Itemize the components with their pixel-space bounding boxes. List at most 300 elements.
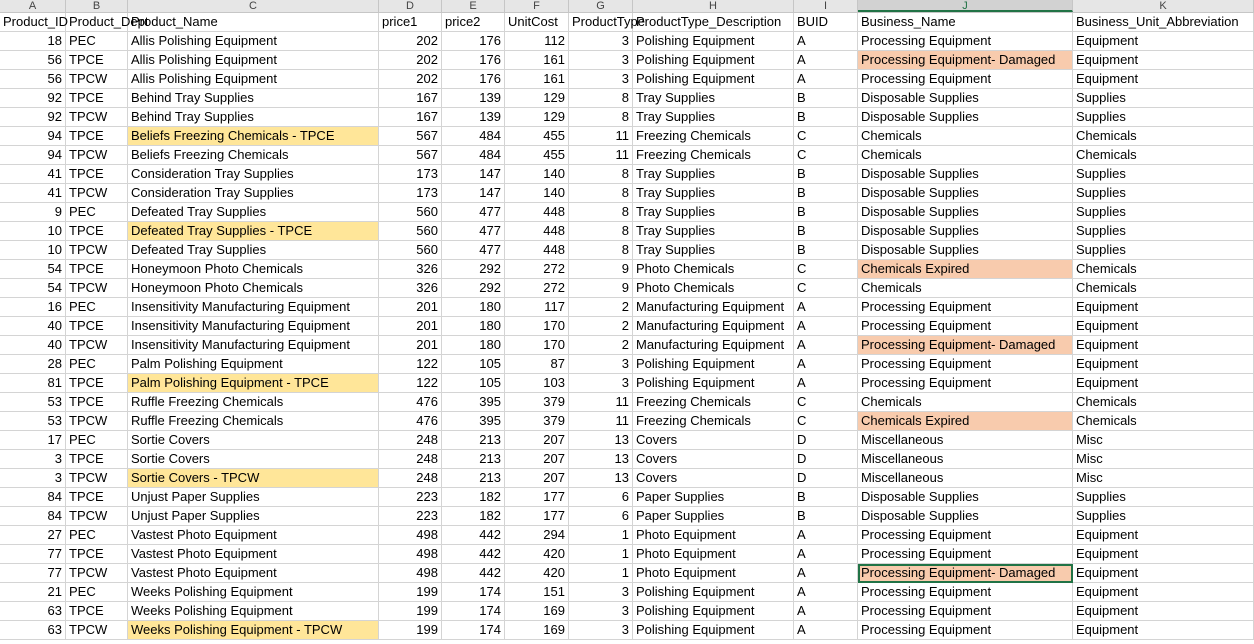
cell-business-unit-abbreviation[interactable]: Supplies bbox=[1073, 165, 1254, 184]
cell-product-name[interactable]: Weeks Polishing Equipment bbox=[128, 583, 379, 602]
cell-price1[interactable]: 167 bbox=[379, 108, 442, 127]
cell-price1[interactable]: 560 bbox=[379, 241, 442, 260]
cell-unit-cost[interactable]: 420 bbox=[505, 545, 569, 564]
cell-product-type[interactable]: 3 bbox=[569, 70, 633, 89]
cell-product-type[interactable]: 6 bbox=[569, 507, 633, 526]
cell-buid[interactable]: B bbox=[794, 165, 858, 184]
cell-product-id[interactable]: 10 bbox=[0, 222, 66, 241]
cell-unit-cost[interactable]: 379 bbox=[505, 393, 569, 412]
cell-price1[interactable]: 199 bbox=[379, 602, 442, 621]
cell-product-name[interactable]: Consideration Tray Supplies bbox=[128, 165, 379, 184]
cell-product-type[interactable]: 3 bbox=[569, 602, 633, 621]
cell-product-id[interactable]: 92 bbox=[0, 108, 66, 127]
column-letter-a[interactable]: A bbox=[0, 0, 66, 12]
cell-product-dept[interactable]: TPCE bbox=[66, 51, 128, 70]
column-letter-b[interactable]: B bbox=[66, 0, 128, 12]
cell-price2[interactable]: 147 bbox=[442, 165, 505, 184]
cell-product-type-description[interactable]: Freezing Chemicals bbox=[633, 146, 794, 165]
cell-price1[interactable]: 476 bbox=[379, 393, 442, 412]
cell-price1[interactable]: 326 bbox=[379, 260, 442, 279]
cell-product-type-description[interactable]: Polishing Equipment bbox=[633, 583, 794, 602]
cell-business-name[interactable]: Processing Equipment bbox=[858, 621, 1073, 640]
cell-business-name[interactable]: Disposable Supplies bbox=[858, 203, 1073, 222]
cell-price1[interactable]: 223 bbox=[379, 507, 442, 526]
cell-business-name[interactable]: Chemicals Expired bbox=[858, 412, 1073, 431]
cell-product-dept[interactable]: TPCE bbox=[66, 317, 128, 336]
cell-product-type-description[interactable]: Polishing Equipment bbox=[633, 355, 794, 374]
cell-product-dept[interactable]: TPCE bbox=[66, 260, 128, 279]
cell-buid[interactable]: B bbox=[794, 108, 858, 127]
cell-product-type-description[interactable]: Covers bbox=[633, 469, 794, 488]
cell-product-type-description[interactable]: Polishing Equipment bbox=[633, 621, 794, 640]
cell-business-unit-abbreviation[interactable]: Supplies bbox=[1073, 507, 1254, 526]
cell-product-type[interactable]: 8 bbox=[569, 108, 633, 127]
cell-product-dept[interactable]: TPCE bbox=[66, 393, 128, 412]
cell-buid[interactable]: C bbox=[794, 393, 858, 412]
cell-price2[interactable]: 147 bbox=[442, 184, 505, 203]
cell-product-type[interactable]: 11 bbox=[569, 412, 633, 431]
cell-unit-cost[interactable]: 161 bbox=[505, 70, 569, 89]
cell-product-id[interactable]: 28 bbox=[0, 355, 66, 374]
cell-product-dept[interactable]: PEC bbox=[66, 32, 128, 51]
cell-business-unit-abbreviation[interactable]: Chemicals bbox=[1073, 127, 1254, 146]
cell-business-unit-abbreviation[interactable]: Equipment bbox=[1073, 602, 1254, 621]
cell-unit-cost[interactable]: 379 bbox=[505, 412, 569, 431]
cell-product-name[interactable]: Allis Polishing Equipment bbox=[128, 70, 379, 89]
cell-unit-cost[interactable]: 455 bbox=[505, 146, 569, 165]
cell-product-name[interactable]: Defeated Tray Supplies bbox=[128, 241, 379, 260]
column-letter-k[interactable]: K bbox=[1073, 0, 1254, 12]
cell-business-unit-abbreviation[interactable]: Misc bbox=[1073, 469, 1254, 488]
cell-buid[interactable]: C bbox=[794, 146, 858, 165]
cell-product-id[interactable]: 21 bbox=[0, 583, 66, 602]
cell-product-type[interactable]: 3 bbox=[569, 355, 633, 374]
cell-price1[interactable]: 326 bbox=[379, 279, 442, 298]
cell-product-type-description[interactable]: Manufacturing Equipment bbox=[633, 298, 794, 317]
cell-product-type[interactable]: 8 bbox=[569, 203, 633, 222]
cell-product-type[interactable]: 3 bbox=[569, 583, 633, 602]
cell-product-type-description[interactable]: Tray Supplies bbox=[633, 108, 794, 127]
cell-product-id[interactable]: 17 bbox=[0, 431, 66, 450]
cell-buid[interactable]: A bbox=[794, 298, 858, 317]
cell-price2[interactable]: 213 bbox=[442, 450, 505, 469]
cell-product-dept[interactable]: TPCW bbox=[66, 507, 128, 526]
cell-buid[interactable]: B bbox=[794, 488, 858, 507]
cell-product-id[interactable]: 40 bbox=[0, 336, 66, 355]
cell-business-unit-abbreviation[interactable]: Supplies bbox=[1073, 488, 1254, 507]
cell-buid[interactable]: C bbox=[794, 260, 858, 279]
header-cell-buid[interactable]: BUID bbox=[794, 13, 858, 32]
cell-product-name[interactable]: Sortie Covers bbox=[128, 431, 379, 450]
cell-product-id[interactable]: 77 bbox=[0, 545, 66, 564]
cell-price1[interactable]: 173 bbox=[379, 184, 442, 203]
cell-product-type-description[interactable]: Freezing Chemicals bbox=[633, 127, 794, 146]
cell-product-type[interactable]: 8 bbox=[569, 222, 633, 241]
cell-product-dept[interactable]: TPCW bbox=[66, 146, 128, 165]
cell-product-name[interactable]: Vastest Photo Equipment bbox=[128, 526, 379, 545]
cell-business-unit-abbreviation[interactable]: Equipment bbox=[1073, 51, 1254, 70]
cell-product-type[interactable]: 8 bbox=[569, 241, 633, 260]
cell-business-unit-abbreviation[interactable]: Supplies bbox=[1073, 203, 1254, 222]
cell-price1[interactable]: 248 bbox=[379, 469, 442, 488]
cell-product-name[interactable]: Insensitivity Manufacturing Equipment bbox=[128, 336, 379, 355]
cell-business-name[interactable]: Processing Equipment- Damaged bbox=[858, 51, 1073, 70]
cell-product-type-description[interactable]: Photo Equipment bbox=[633, 545, 794, 564]
cell-unit-cost[interactable]: 170 bbox=[505, 317, 569, 336]
cell-buid[interactable]: A bbox=[794, 564, 858, 583]
cell-product-type-description[interactable]: Tray Supplies bbox=[633, 203, 794, 222]
cell-buid[interactable]: A bbox=[794, 70, 858, 89]
cell-product-name[interactable]: Defeated Tray Supplies bbox=[128, 203, 379, 222]
cell-product-id[interactable]: 3 bbox=[0, 450, 66, 469]
cell-buid[interactable]: A bbox=[794, 602, 858, 621]
header-cell-unit-cost[interactable]: UnitCost bbox=[505, 13, 569, 32]
cell-business-name[interactable]: Processing Equipment bbox=[858, 602, 1073, 621]
cell-business-name[interactable]: Disposable Supplies bbox=[858, 108, 1073, 127]
column-letter-c[interactable]: C bbox=[128, 0, 379, 12]
cell-buid[interactable]: A bbox=[794, 374, 858, 393]
cell-product-id[interactable]: 56 bbox=[0, 70, 66, 89]
cell-product-name[interactable]: Insensitivity Manufacturing Equipment bbox=[128, 317, 379, 336]
cell-buid[interactable]: B bbox=[794, 203, 858, 222]
cell-buid[interactable]: B bbox=[794, 222, 858, 241]
cell-unit-cost[interactable]: 151 bbox=[505, 583, 569, 602]
cell-product-type-description[interactable]: Paper Supplies bbox=[633, 507, 794, 526]
cell-product-name[interactable]: Allis Polishing Equipment bbox=[128, 51, 379, 70]
cell-product-name[interactable]: Honeymoon Photo Chemicals bbox=[128, 279, 379, 298]
cell-unit-cost[interactable]: 448 bbox=[505, 222, 569, 241]
cell-product-name[interactable]: Sortie Covers - TPCW bbox=[128, 469, 379, 488]
cell-price1[interactable]: 248 bbox=[379, 450, 442, 469]
cell-buid[interactable]: A bbox=[794, 32, 858, 51]
cell-business-unit-abbreviation[interactable]: Supplies bbox=[1073, 184, 1254, 203]
cell-price2[interactable]: 180 bbox=[442, 298, 505, 317]
cell-buid[interactable]: B bbox=[794, 89, 858, 108]
cell-product-dept[interactable]: TPCE bbox=[66, 545, 128, 564]
cell-product-name[interactable]: Vastest Photo Equipment bbox=[128, 545, 379, 564]
cell-product-dept[interactable]: PEC bbox=[66, 355, 128, 374]
cell-product-id[interactable]: 77 bbox=[0, 564, 66, 583]
cell-price2[interactable]: 176 bbox=[442, 70, 505, 89]
cell-price1[interactable]: 498 bbox=[379, 564, 442, 583]
cell-product-dept[interactable]: TPCE bbox=[66, 602, 128, 621]
cell-product-id[interactable]: 53 bbox=[0, 393, 66, 412]
cell-product-dept[interactable]: TPCW bbox=[66, 184, 128, 203]
cell-buid[interactable]: D bbox=[794, 431, 858, 450]
cell-price2[interactable]: 180 bbox=[442, 336, 505, 355]
cell-price2[interactable]: 182 bbox=[442, 507, 505, 526]
cell-product-name[interactable]: Sortie Covers bbox=[128, 450, 379, 469]
cell-business-name[interactable]: Disposable Supplies bbox=[858, 184, 1073, 203]
cell-buid[interactable]: A bbox=[794, 51, 858, 70]
cell-business-unit-abbreviation[interactable]: Supplies bbox=[1073, 241, 1254, 260]
cell-product-type[interactable]: 8 bbox=[569, 89, 633, 108]
cell-price1[interactable]: 122 bbox=[379, 355, 442, 374]
cell-business-name[interactable]: Processing Equipment bbox=[858, 545, 1073, 564]
cell-product-dept[interactable]: TPCE bbox=[66, 222, 128, 241]
cell-unit-cost[interactable]: 207 bbox=[505, 469, 569, 488]
cell-business-name[interactable]: Disposable Supplies bbox=[858, 507, 1073, 526]
cell-product-dept[interactable]: PEC bbox=[66, 203, 128, 222]
cell-product-dept[interactable]: TPCW bbox=[66, 279, 128, 298]
cell-product-dept[interactable]: TPCE bbox=[66, 89, 128, 108]
cell-product-type-description[interactable]: Freezing Chemicals bbox=[633, 393, 794, 412]
cell-price1[interactable]: 476 bbox=[379, 412, 442, 431]
cell-product-id[interactable]: 94 bbox=[0, 146, 66, 165]
cell-unit-cost[interactable]: 129 bbox=[505, 108, 569, 127]
cell-business-unit-abbreviation[interactable]: Equipment bbox=[1073, 583, 1254, 602]
cell-price2[interactable]: 292 bbox=[442, 279, 505, 298]
cell-price2[interactable]: 477 bbox=[442, 203, 505, 222]
cell-unit-cost[interactable]: 87 bbox=[505, 355, 569, 374]
cell-product-name[interactable]: Unjust Paper Supplies bbox=[128, 507, 379, 526]
cell-unit-cost[interactable]: 207 bbox=[505, 450, 569, 469]
cell-business-unit-abbreviation[interactable]: Equipment bbox=[1073, 317, 1254, 336]
cell-price2[interactable]: 442 bbox=[442, 545, 505, 564]
header-cell-product-id[interactable]: Product_ID bbox=[0, 13, 66, 32]
cell-price2[interactable]: 477 bbox=[442, 222, 505, 241]
cell-product-id[interactable]: 27 bbox=[0, 526, 66, 545]
cell-product-type[interactable]: 3 bbox=[569, 374, 633, 393]
cell-price2[interactable]: 174 bbox=[442, 602, 505, 621]
cell-price1[interactable]: 201 bbox=[379, 298, 442, 317]
cell-product-id[interactable]: 54 bbox=[0, 260, 66, 279]
cell-unit-cost[interactable]: 177 bbox=[505, 507, 569, 526]
cell-product-type-description[interactable]: Tray Supplies bbox=[633, 184, 794, 203]
cell-unit-cost[interactable]: 140 bbox=[505, 165, 569, 184]
cell-product-id[interactable]: 10 bbox=[0, 241, 66, 260]
cell-business-name[interactable]: Chemicals bbox=[858, 279, 1073, 298]
cell-unit-cost[interactable]: 272 bbox=[505, 279, 569, 298]
cell-buid[interactable]: A bbox=[794, 621, 858, 640]
cell-price1[interactable]: 201 bbox=[379, 336, 442, 355]
cell-price1[interactable]: 560 bbox=[379, 203, 442, 222]
cell-product-type-description[interactable]: Covers bbox=[633, 450, 794, 469]
cell-buid[interactable]: A bbox=[794, 355, 858, 374]
cell-product-dept[interactable]: TPCW bbox=[66, 621, 128, 640]
cell-product-type-description[interactable]: Manufacturing Equipment bbox=[633, 336, 794, 355]
cell-product-id[interactable]: 41 bbox=[0, 184, 66, 203]
cell-unit-cost[interactable]: 103 bbox=[505, 374, 569, 393]
cell-price2[interactable]: 442 bbox=[442, 564, 505, 583]
cell-business-name[interactable]: Processing Equipment bbox=[858, 355, 1073, 374]
cell-business-name[interactable]: Chemicals Expired bbox=[858, 260, 1073, 279]
cell-product-type-description[interactable]: Photo Chemicals bbox=[633, 279, 794, 298]
cell-product-dept[interactable]: TPCW bbox=[66, 412, 128, 431]
cell-product-name[interactable]: Allis Polishing Equipment bbox=[128, 32, 379, 51]
cell-price1[interactable]: 560 bbox=[379, 222, 442, 241]
cell-unit-cost[interactable]: 169 bbox=[505, 621, 569, 640]
cell-buid[interactable]: D bbox=[794, 450, 858, 469]
cell-price1[interactable]: 199 bbox=[379, 583, 442, 602]
cell-product-name[interactable]: Behind Tray Supplies bbox=[128, 108, 379, 127]
cell-unit-cost[interactable]: 455 bbox=[505, 127, 569, 146]
header-cell-price2[interactable]: price2 bbox=[442, 13, 505, 32]
cell-product-id[interactable]: 56 bbox=[0, 51, 66, 70]
cell-business-name[interactable]: Chemicals bbox=[858, 393, 1073, 412]
cell-business-unit-abbreviation[interactable]: Equipment bbox=[1073, 336, 1254, 355]
cell-product-type-description[interactable]: Tray Supplies bbox=[633, 222, 794, 241]
cell-product-dept[interactable]: TPCE bbox=[66, 488, 128, 507]
column-letter-h[interactable]: H bbox=[633, 0, 794, 12]
cell-product-dept[interactable]: PEC bbox=[66, 298, 128, 317]
header-cell-business-unit-abbreviation[interactable]: Business_Unit_Abbreviation bbox=[1073, 13, 1254, 32]
cell-price2[interactable]: 176 bbox=[442, 32, 505, 51]
cell-buid[interactable]: A bbox=[794, 526, 858, 545]
cell-business-name[interactable]: Processing Equipment- Damaged bbox=[858, 336, 1073, 355]
cell-business-name[interactable]: Chemicals bbox=[858, 146, 1073, 165]
cell-buid[interactable]: A bbox=[794, 545, 858, 564]
cell-business-unit-abbreviation[interactable]: Supplies bbox=[1073, 222, 1254, 241]
cell-business-unit-abbreviation[interactable]: Chemicals bbox=[1073, 412, 1254, 431]
cell-buid[interactable]: A bbox=[794, 583, 858, 602]
cell-product-type-description[interactable]: Polishing Equipment bbox=[633, 51, 794, 70]
cell-product-name[interactable]: Vastest Photo Equipment bbox=[128, 564, 379, 583]
cell-product-name[interactable]: Beliefs Freezing Chemicals bbox=[128, 146, 379, 165]
cell-price2[interactable]: 182 bbox=[442, 488, 505, 507]
cell-price1[interactable]: 202 bbox=[379, 32, 442, 51]
cell-product-type[interactable]: 3 bbox=[569, 621, 633, 640]
cell-unit-cost[interactable]: 129 bbox=[505, 89, 569, 108]
cell-business-unit-abbreviation[interactable]: Chemicals bbox=[1073, 393, 1254, 412]
cell-product-name[interactable]: Unjust Paper Supplies bbox=[128, 488, 379, 507]
cell-price1[interactable]: 567 bbox=[379, 127, 442, 146]
cell-product-name[interactable]: Insensitivity Manufacturing Equipment bbox=[128, 298, 379, 317]
cell-product-type[interactable]: 9 bbox=[569, 260, 633, 279]
cell-product-type-description[interactable]: Manufacturing Equipment bbox=[633, 317, 794, 336]
cell-business-name[interactable]: Processing Equipment bbox=[858, 374, 1073, 393]
column-letter-e[interactable]: E bbox=[442, 0, 505, 12]
cell-price2[interactable]: 484 bbox=[442, 127, 505, 146]
cell-price1[interactable]: 122 bbox=[379, 374, 442, 393]
cell-product-type[interactable]: 2 bbox=[569, 298, 633, 317]
cell-business-unit-abbreviation[interactable]: Equipment bbox=[1073, 32, 1254, 51]
cell-price1[interactable]: 248 bbox=[379, 431, 442, 450]
cell-business-name[interactable]: Miscellaneous bbox=[858, 450, 1073, 469]
cell-product-dept[interactable]: TPCE bbox=[66, 374, 128, 393]
cell-buid[interactable]: B bbox=[794, 241, 858, 260]
cell-business-unit-abbreviation[interactable]: Chemicals bbox=[1073, 260, 1254, 279]
cell-buid[interactable]: B bbox=[794, 184, 858, 203]
cell-product-type[interactable]: 1 bbox=[569, 564, 633, 583]
cell-business-name[interactable]: Processing Equipment bbox=[858, 526, 1073, 545]
cell-price2[interactable]: 213 bbox=[442, 469, 505, 488]
cell-product-id[interactable]: 92 bbox=[0, 89, 66, 108]
cell-business-unit-abbreviation[interactable]: Equipment bbox=[1073, 355, 1254, 374]
cell-product-id[interactable]: 53 bbox=[0, 412, 66, 431]
cell-product-dept[interactable]: PEC bbox=[66, 431, 128, 450]
cell-product-dept[interactable]: TPCW bbox=[66, 108, 128, 127]
cell-unit-cost[interactable]: 112 bbox=[505, 32, 569, 51]
column-letter-i[interactable]: I bbox=[794, 0, 858, 12]
cell-business-name[interactable]: Processing Equipment bbox=[858, 583, 1073, 602]
cell-product-id[interactable]: 63 bbox=[0, 621, 66, 640]
cell-product-name[interactable]: Beliefs Freezing Chemicals - TPCE bbox=[128, 127, 379, 146]
cell-product-type[interactable]: 3 bbox=[569, 51, 633, 70]
cell-product-type-description[interactable]: Tray Supplies bbox=[633, 241, 794, 260]
cell-product-type-description[interactable]: Polishing Equipment bbox=[633, 602, 794, 621]
cell-product-type-description[interactable]: Tray Supplies bbox=[633, 89, 794, 108]
cell-price1[interactable]: 567 bbox=[379, 146, 442, 165]
cell-price2[interactable]: 484 bbox=[442, 146, 505, 165]
cell-product-type-description[interactable]: Freezing Chemicals bbox=[633, 412, 794, 431]
cell-unit-cost[interactable]: 140 bbox=[505, 184, 569, 203]
cell-business-unit-abbreviation[interactable]: Equipment bbox=[1073, 526, 1254, 545]
cell-product-dept[interactable]: TPCW bbox=[66, 70, 128, 89]
cell-product-id[interactable]: 84 bbox=[0, 507, 66, 526]
cell-price1[interactable]: 202 bbox=[379, 51, 442, 70]
cell-business-unit-abbreviation[interactable]: Equipment bbox=[1073, 545, 1254, 564]
cell-buid[interactable]: D bbox=[794, 469, 858, 488]
cell-business-name[interactable]: Disposable Supplies bbox=[858, 165, 1073, 184]
cell-product-dept[interactable]: TPCW bbox=[66, 336, 128, 355]
cell-price1[interactable]: 223 bbox=[379, 488, 442, 507]
cell-price2[interactable]: 174 bbox=[442, 583, 505, 602]
cell-product-id[interactable]: 40 bbox=[0, 317, 66, 336]
cell-unit-cost[interactable]: 294 bbox=[505, 526, 569, 545]
cell-unit-cost[interactable]: 272 bbox=[505, 260, 569, 279]
cell-product-type[interactable]: 8 bbox=[569, 184, 633, 203]
cell-unit-cost[interactable]: 207 bbox=[505, 431, 569, 450]
cell-business-name[interactable]: Disposable Supplies bbox=[858, 241, 1073, 260]
cell-business-name[interactable]: Processing Equipment bbox=[858, 32, 1073, 51]
cell-unit-cost[interactable]: 448 bbox=[505, 203, 569, 222]
cell-product-type-description[interactable]: Photo Equipment bbox=[633, 526, 794, 545]
cell-product-name[interactable]: Palm Polishing Equipment - TPCE bbox=[128, 374, 379, 393]
cell-buid[interactable]: A bbox=[794, 336, 858, 355]
cell-product-dept[interactable]: TPCE bbox=[66, 450, 128, 469]
cell-buid[interactable]: C bbox=[794, 279, 858, 298]
cell-product-id[interactable]: 54 bbox=[0, 279, 66, 298]
cell-price2[interactable]: 105 bbox=[442, 374, 505, 393]
cell-product-id[interactable]: 81 bbox=[0, 374, 66, 393]
cell-buid[interactable]: B bbox=[794, 507, 858, 526]
cell-business-unit-abbreviation[interactable]: Supplies bbox=[1073, 108, 1254, 127]
cell-product-type[interactable]: 8 bbox=[569, 165, 633, 184]
cell-product-type[interactable]: 6 bbox=[569, 488, 633, 507]
cell-business-name[interactable]: Processing Equipment bbox=[858, 317, 1073, 336]
cell-business-name[interactable]: Miscellaneous bbox=[858, 431, 1073, 450]
cell-product-id[interactable]: 94 bbox=[0, 127, 66, 146]
cell-product-name[interactable]: Weeks Polishing Equipment - TPCW bbox=[128, 621, 379, 640]
cell-business-unit-abbreviation[interactable]: Misc bbox=[1073, 431, 1254, 450]
cell-business-unit-abbreviation[interactable]: Chemicals bbox=[1073, 279, 1254, 298]
cell-product-type[interactable]: 1 bbox=[569, 545, 633, 564]
cell-unit-cost[interactable]: 420 bbox=[505, 564, 569, 583]
cell-product-type[interactable]: 13 bbox=[569, 450, 633, 469]
cell-unit-cost[interactable]: 161 bbox=[505, 51, 569, 70]
column-letter-j[interactable]: J bbox=[858, 0, 1073, 12]
cell-product-dept[interactable]: TPCE bbox=[66, 127, 128, 146]
header-cell-business-name[interactable]: Business_Name bbox=[858, 13, 1073, 32]
cell-product-type-description[interactable]: Paper Supplies bbox=[633, 488, 794, 507]
cell-product-type[interactable]: 13 bbox=[569, 431, 633, 450]
cell-buid[interactable]: C bbox=[794, 412, 858, 431]
column-letter-g[interactable]: G bbox=[569, 0, 633, 12]
cell-product-type-description[interactable]: Tray Supplies bbox=[633, 165, 794, 184]
cell-product-type[interactable]: 11 bbox=[569, 393, 633, 412]
cell-product-type[interactable]: 9 bbox=[569, 279, 633, 298]
cell-business-unit-abbreviation[interactable]: Equipment bbox=[1073, 374, 1254, 393]
cell-product-name[interactable]: Weeks Polishing Equipment bbox=[128, 602, 379, 621]
cell-product-dept[interactable]: TPCW bbox=[66, 564, 128, 583]
cell-price2[interactable]: 139 bbox=[442, 108, 505, 127]
cell-price2[interactable]: 180 bbox=[442, 317, 505, 336]
cell-product-type-description[interactable]: Polishing Equipment bbox=[633, 32, 794, 51]
cell-price2[interactable]: 139 bbox=[442, 89, 505, 108]
cell-price2[interactable]: 174 bbox=[442, 621, 505, 640]
cell-product-dept[interactable]: TPCW bbox=[66, 469, 128, 488]
